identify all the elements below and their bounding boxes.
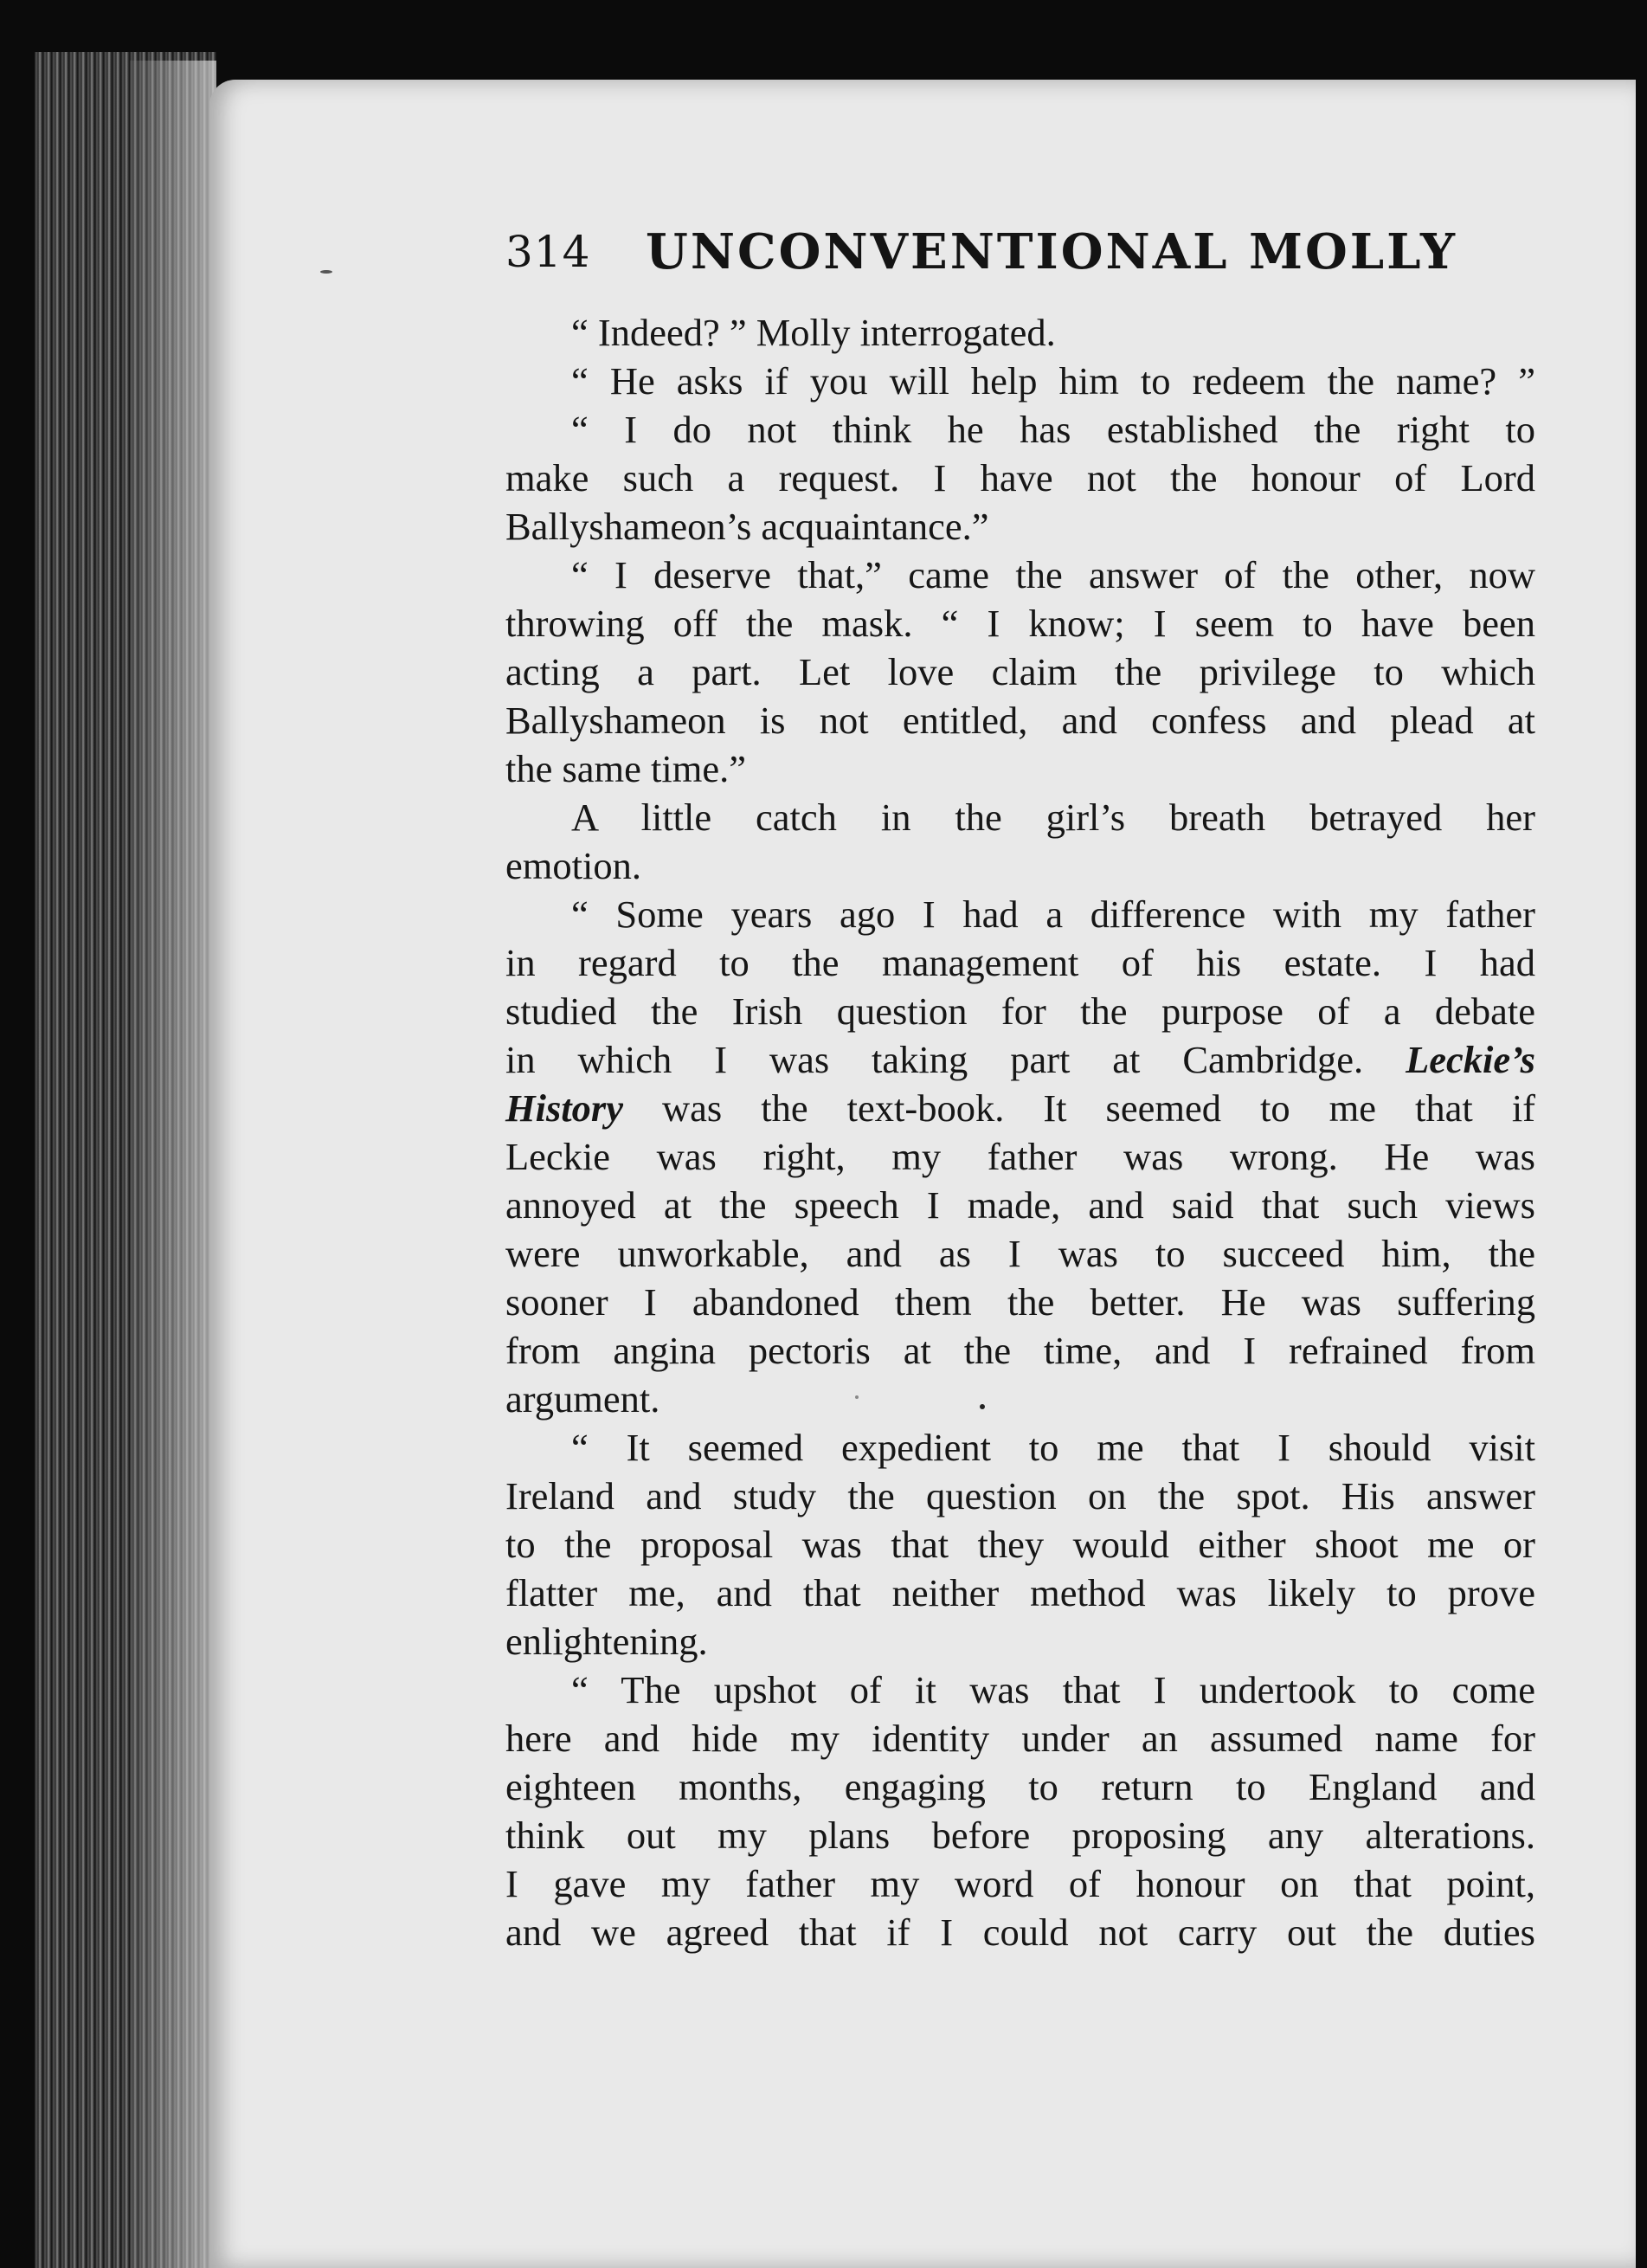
text-line: [505, 599, 1535, 648]
text-line-content: and we agreed that if I could not carry out the duties: [505, 1910, 1535, 1954]
text-line: [505, 938, 1535, 987]
running-title: UNCONVENTIONAL MOLLY: [646, 223, 1457, 280]
text-line-content: “ Indeed? ” Molly interrogated.: [571, 311, 1056, 354]
text-line-content: in regard to the management of his estate. I had: [505, 941, 1535, 984]
text-line-content: Ballyshameon’s acquaintance.”: [505, 505, 989, 548]
text-line: [505, 648, 1535, 696]
text-line-content: emotion.: [505, 844, 641, 887]
text-line-content: make such a request. I have not the honour of Lord: [505, 456, 1535, 499]
text-line-content: annoyed at the speech I made, and said that such views: [505, 1183, 1535, 1227]
text-line-content: I gave my father my word of honour on that point,: [505, 1862, 1535, 1905]
body-text: [505, 308, 1535, 1956]
text-line-content: think out my plans before proposing any alterations.: [505, 1814, 1535, 1857]
text-line-content: “ It seemed expedient to me that I should visit: [571, 1426, 1535, 1469]
text-line-content: flatter me, and that neither method was likely to prove: [505, 1571, 1535, 1614]
text-line: [505, 1423, 1535, 1472]
text-line-content: “ He asks if you will help him to redeem the name? ”: [571, 359, 1535, 403]
text-line-content: “ I do not think he has established the right to: [571, 408, 1535, 451]
text-line-content: was the text-book. It seemed to me that if: [662, 1086, 1535, 1130]
text-line: [505, 1181, 1535, 1229]
text-line-content: A little catch in the girl’s breath betrayed her: [571, 796, 1535, 839]
text-line: [505, 1908, 1535, 1956]
text-line: [505, 1035, 1535, 1084]
text-line-content: “ I deserve that,” came the answer of the other, now: [571, 553, 1535, 596]
text-line: [505, 1859, 1535, 1908]
text-line-content: studied the Irish question for the purpose of a debate: [505, 989, 1535, 1033]
text-line-content: eighteen months, engaging to return to England and: [505, 1765, 1535, 1808]
text-line: [505, 551, 1535, 599]
text-line: [505, 1472, 1535, 1520]
text-line: [505, 1375, 1535, 1423]
text-line: [505, 1666, 1535, 1714]
scan-speck: [320, 270, 332, 274]
text-line-content: here and hide my identity under an assumed name for: [505, 1717, 1535, 1760]
text-line: [505, 744, 1535, 793]
text-line-content: Leckie was right, my father was wrong. He was: [505, 1135, 1535, 1178]
text-line: [505, 1278, 1535, 1326]
text-line: [505, 1229, 1535, 1278]
text-line-content: acting a part. Let love claim the privilege to which: [505, 650, 1535, 693]
text-line: [505, 308, 1535, 357]
text-line: [505, 1569, 1535, 1617]
text-line: [505, 1132, 1535, 1181]
text-line: [505, 1617, 1535, 1666]
running-head: [505, 223, 1544, 287]
text-line-content: argument.: [505, 1377, 660, 1421]
text-line-content: Ireland and study the question on the spot. His answer: [505, 1474, 1535, 1517]
text-line-content: sooner I abandoned them the better. He was suffering: [505, 1280, 1535, 1324]
text-line: [505, 1811, 1535, 1859]
text-line: [505, 405, 1535, 454]
scan-speck: [980, 1404, 985, 1409]
text-line: [505, 1520, 1535, 1569]
text-line: [505, 1084, 1535, 1132]
text-line-content: Ballyshameon is not entitled, and confess and plead at: [505, 699, 1535, 742]
text-line: [505, 841, 1535, 890]
page-edge-shadow: [130, 61, 216, 2268]
text-line: [505, 1762, 1535, 1811]
text-line-content: from angina pectoris at the time, and I refrained from: [505, 1329, 1535, 1372]
text-line-content: in which I was taking part at Cambridge.: [505, 1038, 1364, 1081]
text-line: [505, 357, 1535, 405]
book-title-italic: History: [505, 1086, 623, 1130]
page-number: 314: [505, 227, 591, 277]
text-line-content: “ The upshot of it was that I undertook to come: [571, 1668, 1535, 1711]
text-line: [505, 1326, 1535, 1375]
text-line: [505, 454, 1535, 502]
text-line: [505, 696, 1535, 744]
text-line: [505, 1714, 1535, 1762]
text-line: [505, 793, 1535, 841]
text-line-content: enlightening.: [505, 1620, 708, 1663]
text-line: [505, 987, 1535, 1035]
text-line-content: “ Some years ago I had a difference with my father: [571, 892, 1535, 936]
text-line-content: to the proposal was that they would either shoot me or: [505, 1523, 1535, 1566]
text-line-content: throwing off the mask. “ I know; I seem to have been: [505, 602, 1535, 645]
text-line-content: the same time.”: [505, 747, 747, 790]
text-line: [505, 502, 1535, 551]
book-title-italic: Leckie’s: [1406, 1038, 1535, 1081]
text-line-content: were unworkable, and as I was to succeed him, the: [505, 1232, 1535, 1275]
scan-speck: [855, 1395, 859, 1399]
text-line: [505, 890, 1535, 938]
